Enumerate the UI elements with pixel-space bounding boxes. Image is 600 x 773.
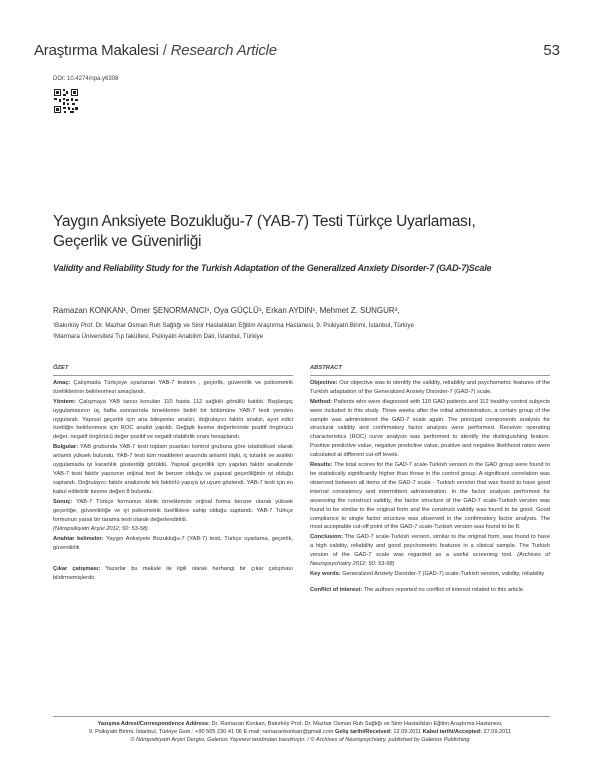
- ozet-bulgular-label: Bulgular:: [53, 444, 78, 451]
- ozet-sonuc-label: Sonuç:: [53, 498, 73, 505]
- section-label: [34, 42, 277, 59]
- correspondence-line-1: [40, 720, 560, 728]
- abstract-objective-text: Our objective was to identify the validity, reliability and psychometric features of the Turkish adaptation of the Generalized Anxiety Disorder-7 (GAD-7) scale.: [310, 379, 550, 395]
- page-number: 53: [543, 42, 560, 59]
- article-title-tr: [53, 212, 533, 252]
- abstract-objective: [310, 379, 550, 397]
- abstract-conflict-text: The authors reported no conflict of interest related to this article.: [362, 586, 525, 593]
- ozet-amac-label: Amaç:: [53, 379, 71, 386]
- abstract-results-text: The total scores for the GAD-7 scale-Turkish version in the GAD group were found to be statistically significantly higher than those in the control group. A significant correlation was observed between all items of the GAD-7 scale - Turkish version that was found to have good internal consistency and intermittent administration. In the factor analysis performed for assessing the construct validity, the factor structure of the GAD-7 scale-Turkish version was found to be similar to the original form and the construct validity was found to be good. Good compliance to single factor structure was observed in the confirmatory factor analysis. The most acceptable cut-off point of the GAD-7 scale-Turkish version was found to be 8.: [310, 462, 550, 531]
- section-label-tr: Araştırma Makalesi: [34, 42, 159, 59]
- correspondence-label: Yazışma Adresi/Correspondence Address:: [97, 721, 210, 727]
- article-title-en: Validity and Reliability Study for the Turkish Adaptation of the Generalized Anxiety Disorder-7 (GAD-7)Scale: [53, 263, 492, 273]
- affiliation-2: ²Marmara Üniversitesi Tıp fakültesi, Psikiyatri Anabilim Dalı, İstanbul, Türkiye: [53, 333, 264, 340]
- accepted-date: 27.09.2011: [481, 729, 512, 736]
- abstract-heading: ABSTRACT: [310, 364, 550, 376]
- correspondence-contact: 9. Psikiyatri Birimi, İstanbul, Türkiye Gsm.: +90 505 230 41 06 E-mail: ramazankonkan@gmail.com: [88, 729, 334, 736]
- abstract-method-label: Method:: [310, 398, 333, 405]
- ozet-bulgular-text: YAB grubunda YAB-7 testi toplam puanları kontrol grubuna göre istatistiksel olarak anlamlı yüksek bulundu. YAB-7 testi tüm maddeleri arasında anlamlı ilişki, iç tutarlık ve aralıklı uygulamada iyi kararlılık gösterdiği görüldü. Yapısal geçerlilik için yapılan faktör analizinde YAB-7 testi faktör yapısının orijinal test ile benzer olduğu ve yapısal geçerliliğinin iyi olduğu saptandı. Doğrulayıcı faktör analizinde tek faktörlü yapıya iyi uyum gözlendi. YAB-7 testi için en kabul edilebilir kesme değeri 8 bulundu.: [53, 444, 293, 495]
- ozet-conflict: [53, 565, 293, 583]
- ozet-heading: ÖZET: [53, 364, 293, 376]
- page-header: [34, 42, 560, 64]
- ozet-conflict-label: Çıkar çatışması:: [53, 566, 101, 573]
- abstract-keywords: [310, 570, 550, 579]
- correspondence-footer: [40, 720, 560, 745]
- title-tr-line-2: Geçerlik ve Güvenirliği: [53, 233, 202, 250]
- spacer: [53, 554, 293, 565]
- abstract-method-text: Patients who were diagnosed with 110 GAD patients and 112 healthy control subjects were included in this study. Three weeks after the initial administration, a certain group of the sample was administered the GAD-7 scale again. The principal components analysis for structural validity and confirmatory factor analysis were performed. Receiver operating characteristics (ROC) curve analysis was performed to identify the distinguishing feature. Positive predictive value, negative predictive value, positive and negative likelihood ratios were calculated at different cut-off levels.: [310, 398, 550, 459]
- abstract-citation: (Archives of Neuropsychiatry 2012; 50: 53-58): [310, 552, 550, 568]
- ozet-keywords-label: Anahtar kelimeler:: [53, 536, 104, 543]
- accepted-label: Kabul tarihi/Accepted:: [422, 729, 482, 736]
- abstract-method: [310, 398, 550, 460]
- title-tr-line-1: Yaygın Anksiyete Bozukluğu-7 (YAB-7) Testi Türkçe Uyarlaması,: [53, 213, 476, 230]
- footer-divider: [53, 716, 550, 717]
- correspondence-line-2: [40, 728, 560, 736]
- abstract-conclusion-text: The GAD-7 scale-Turkish version, similar to the original form, was found to have a high validity, reliability and good psychometric features in a clinical sample. The Turkish version of the GAD-7 scale was regarded as a useful screening tool.: [310, 534, 550, 559]
- received-label: Geliş tarihi/Received:: [334, 729, 392, 736]
- section-label-en: Research Article: [170, 42, 277, 59]
- ozet-keywords: [53, 535, 293, 553]
- author-list: Ramazan KONKAN¹, Ömer ŞENORMANCI¹, Oya GÜÇLÜ¹, Erkan AYDIN¹, Mehmet Z. SUNGUR²,: [53, 306, 400, 315]
- abstract-results-label: Results:: [310, 462, 333, 469]
- doi: DOI: 10.4274/npa.y6308: [53, 76, 119, 82]
- abstract-results: [310, 461, 550, 532]
- ozet-conflict-text: Yazarlar bu makale ile ilgili olarak herhangi bir çıkar çatışması bildirmemişlerdir.: [53, 566, 293, 582]
- ozet-bulgular: [53, 443, 293, 496]
- copyright-notice: © Nöropsikiyatri Arşivi Dergisi, Galenos Yayınevi tarafından basılmıştır. / © Archives of Neuropsychiatry, published by Galenos Publishing: [130, 737, 470, 744]
- ozet-yontem: [53, 398, 293, 443]
- received-date: 12.09.2011: [391, 729, 422, 736]
- ozet-amac: [53, 379, 293, 397]
- abstract-conflict-label: Conflict of interest:: [310, 586, 363, 593]
- qr-code-icon: [53, 88, 79, 114]
- abstract-keywords-label: Key words:: [310, 570, 341, 577]
- ozet-keywords-text: Yaygın Anksiyete Bozukluğu-7 (YAB-7) testi, Türkçe uyarlama, geçerlik, güvenilirlik: [53, 536, 293, 552]
- ozet-yontem-label: Yöntem:: [53, 398, 76, 405]
- ozet-yontem-text: Çalışmaya YAB tanısı konulan 110 hasta 112 sağlıklı gönüllü katıldı. Başlangıç uygulamasının üç hafta sonrasında örneklemin belirli bir bölümüne YAB-7 testi yeniden uygulandı. Yapısal geçerlik için ana bileşenler analizi, doğrulayıcı faktör analizi, ayırt edici özelliğin belirlenmesi için ROC analizi yapıldı. Değişik kesme değerlerinde pozitif öngörücü değer, negatif öngörücü değer pozitif ve negatif olabilirlik oranı hesaplandı.: [53, 398, 293, 441]
- section-separator: /: [158, 42, 171, 59]
- abstract-conclusion: [310, 533, 550, 569]
- ozet-sonuc: [53, 498, 293, 525]
- abstract-keywords-text: Generalized Anxiety Disorder-7 (GAD-7) scale-Turkish version, validity, reliability: [340, 570, 545, 577]
- ozet-sonuc-text: YAB-7 Türkçe formunun klinik örneklemde orijinal forma benzer olarak yüksek geçerliğe, güvenilirliğe ve iyi psikometrik özelliklere sahip olduğu saptandı. YAB-7 Türkçe formunun yaralı bir tarama testi olarak değerlendirildi.: [53, 498, 293, 523]
- ozet-amac-text: Çalışmada Türkçeye uyarlanan YAB-7 testinin , geçerlik, güvenirlik ve psikometrik özelliklerinin belirlenmesi amaçlandı.: [53, 379, 293, 395]
- affiliation-1: ¹Bakırköy Prof. Dr. Mazhar Osman Ruh Sağlığı ve Sinir Hastalıkları Eğitim Araştırma Hastanesi, 9. Psikiyatri Birimi, İstanbul, Türkiye: [53, 322, 414, 329]
- correspondence-address: Dr. Ramazan Konkan, Bakırköy Prof. Dr. Mazhar Osman Ruh Sağlığı ve Sinir Hastalıkları Eğitim Araştırma Hastanesi,: [209, 721, 503, 727]
- abstract-conflict: [310, 586, 550, 595]
- ozet-citation: (Nöropsikiyatri Arşivi 2012; 50: 53-58): [53, 526, 148, 533]
- abstract-objective-label: Objective:: [310, 379, 338, 386]
- ozet-column: [53, 364, 293, 584]
- abstract-conclusion-label: Conclusion:: [310, 534, 343, 541]
- abstract-column: [310, 364, 550, 596]
